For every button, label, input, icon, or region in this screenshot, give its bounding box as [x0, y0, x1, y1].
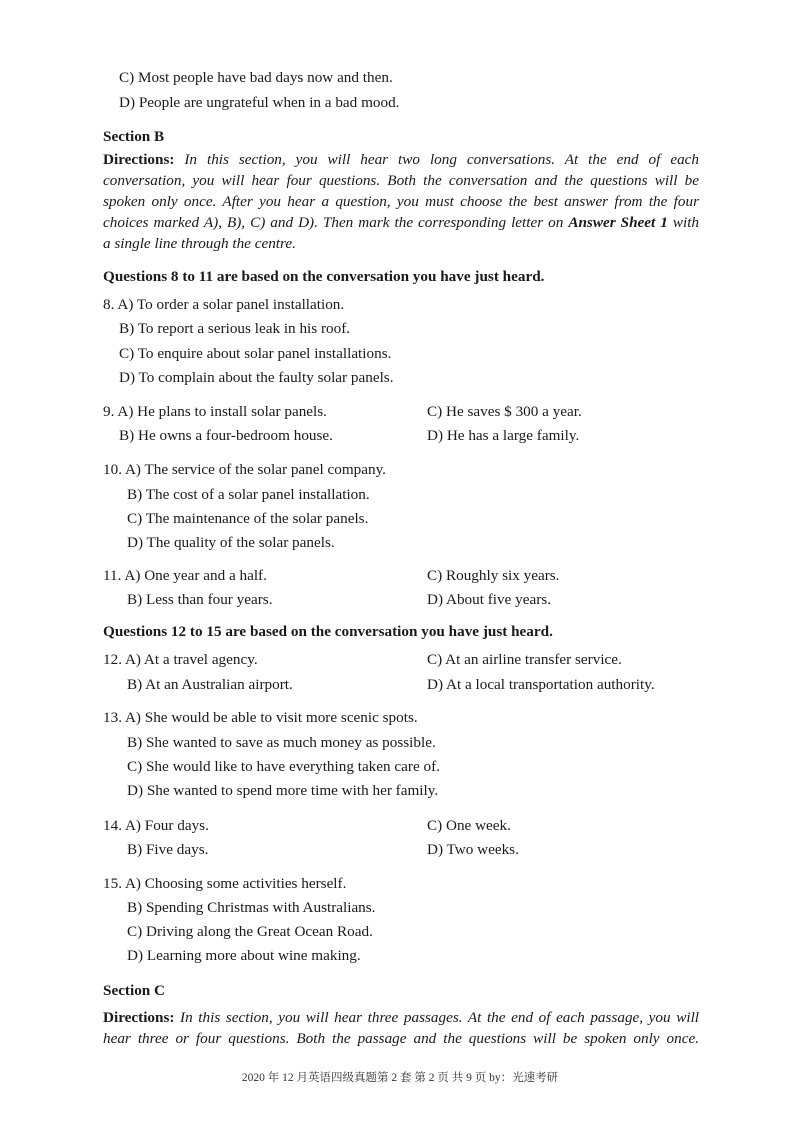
q10-option-c: C) The maintenance of the solar panels.	[127, 510, 369, 527]
section-b-directions-text-4: choices marked A), B), C) and D). Then mark the corresponding letter on	[103, 214, 564, 231]
section-b-title: Section B	[103, 128, 165, 145]
q9-option-d: D) He has a large family.	[427, 427, 580, 444]
q10-option-d: D) The quality of the solar panels.	[127, 534, 335, 551]
page-footer: 2020 年 12 月英语四级真题第 2 套 第 2 页 共 9 页 by：光速考研	[241, 1072, 559, 1084]
section-b-directions-line-3: spoken only once. After you hear a question, you must choose the best answer from the four	[103, 193, 699, 210]
section-c-directions-line-1	[103, 1008, 699, 1028]
q15-option-d: D) Learning more about wine making.	[127, 947, 361, 964]
section-b-directions-line-2: conversation, you will hear four questions. Both the conversation and the questions will be	[103, 172, 699, 189]
q9-option-a: 9. A) He plans to install solar panels.	[103, 403, 327, 420]
q12-option-a: 12. A) At a travel agency.	[103, 651, 258, 668]
q12-option-c: C) At an airline transfer service.	[427, 651, 622, 668]
questions-12-15-heading: Questions 12 to 15 are based on the conversation you have just heard.	[103, 623, 553, 640]
q10-option-b: B) The cost of a solar panel installation.	[127, 486, 370, 503]
q11-option-c: C) Roughly six years.	[427, 567, 560, 584]
questions-8-11-heading: Questions 8 to 11 are based on the conversation you have just heard.	[103, 268, 545, 285]
section-b-directions-text-4b: with	[672, 214, 700, 231]
q13-option-d: D) She wanted to spend more time with her family.	[127, 782, 439, 799]
section-b-directions-line-5: a single line through the centre.	[103, 235, 296, 252]
q11-option-a: 11. A) One year and a half.	[103, 567, 267, 584]
q10-option-a: 10. A) The service of the solar panel company.	[103, 461, 386, 478]
section-b-directions-label: Directions:	[103, 151, 175, 168]
q11-option-b: B) Less than four years.	[127, 591, 273, 608]
q8-option-c: C) To enquire about solar panel installations.	[119, 345, 392, 362]
section-c-directions-label: Directions:	[103, 1009, 175, 1026]
section-c-directions-text-1: In this section, you will hear three passages. At the end of each passage, you will	[180, 1009, 700, 1026]
q15-option-b: B) Spending Christmas with Australians.	[127, 899, 376, 916]
q8-option-b: B) To report a serious leak in his roof.	[119, 320, 351, 337]
q15-option-c: C) Driving along the Great Ocean Road.	[127, 923, 373, 940]
q8-option-a: 8. A) To order a solar panel installation.	[103, 296, 345, 313]
q8-option-d: D) To complain about the faulty solar panels.	[119, 369, 394, 386]
q14-option-c: C) One week.	[427, 817, 511, 834]
section-b-directions-line-4	[103, 213, 699, 233]
answer-sheet-reference: Answer Sheet 1	[568, 214, 668, 231]
q14-option-a: 14. A) Four days.	[103, 817, 209, 834]
q11-option-d: D) About five years.	[427, 591, 551, 608]
q13-option-a: 13. A) She would be able to visit more scenic spots.	[103, 709, 418, 726]
q12-option-d: D) At a local transportation authority.	[427, 676, 655, 693]
q14-option-b: B) Five days.	[127, 841, 209, 858]
q15-option-a: 15. A) Choosing some activities herself.	[103, 875, 347, 892]
q9-option-c: C) He saves $ 300 a year.	[427, 403, 582, 420]
section-c-title: Section C	[103, 982, 166, 999]
q14-option-d: D) Two weeks.	[427, 841, 519, 858]
prev-question-option-c: C) Most people have bad days now and then.	[119, 69, 393, 86]
section-b-directions-text-1: In this section, you will hear two long conversations. At the end of each	[184, 151, 699, 168]
q13-option-b: B) She wanted to save as much money as possible.	[127, 734, 436, 751]
section-b-directions-line-1	[103, 150, 699, 170]
section-c-directions-line-2: hear three or four questions. Both the passage and the questions will be spoken only once.	[103, 1030, 699, 1047]
q13-option-c: C) She would like to have everything taken care of.	[127, 758, 440, 775]
q12-option-b: B) At an Australian airport.	[127, 676, 293, 693]
prev-question-option-d: D) People are ungrateful when in a bad mood.	[119, 94, 400, 111]
q9-option-b: B) He owns a four-bedroom house.	[119, 427, 333, 444]
